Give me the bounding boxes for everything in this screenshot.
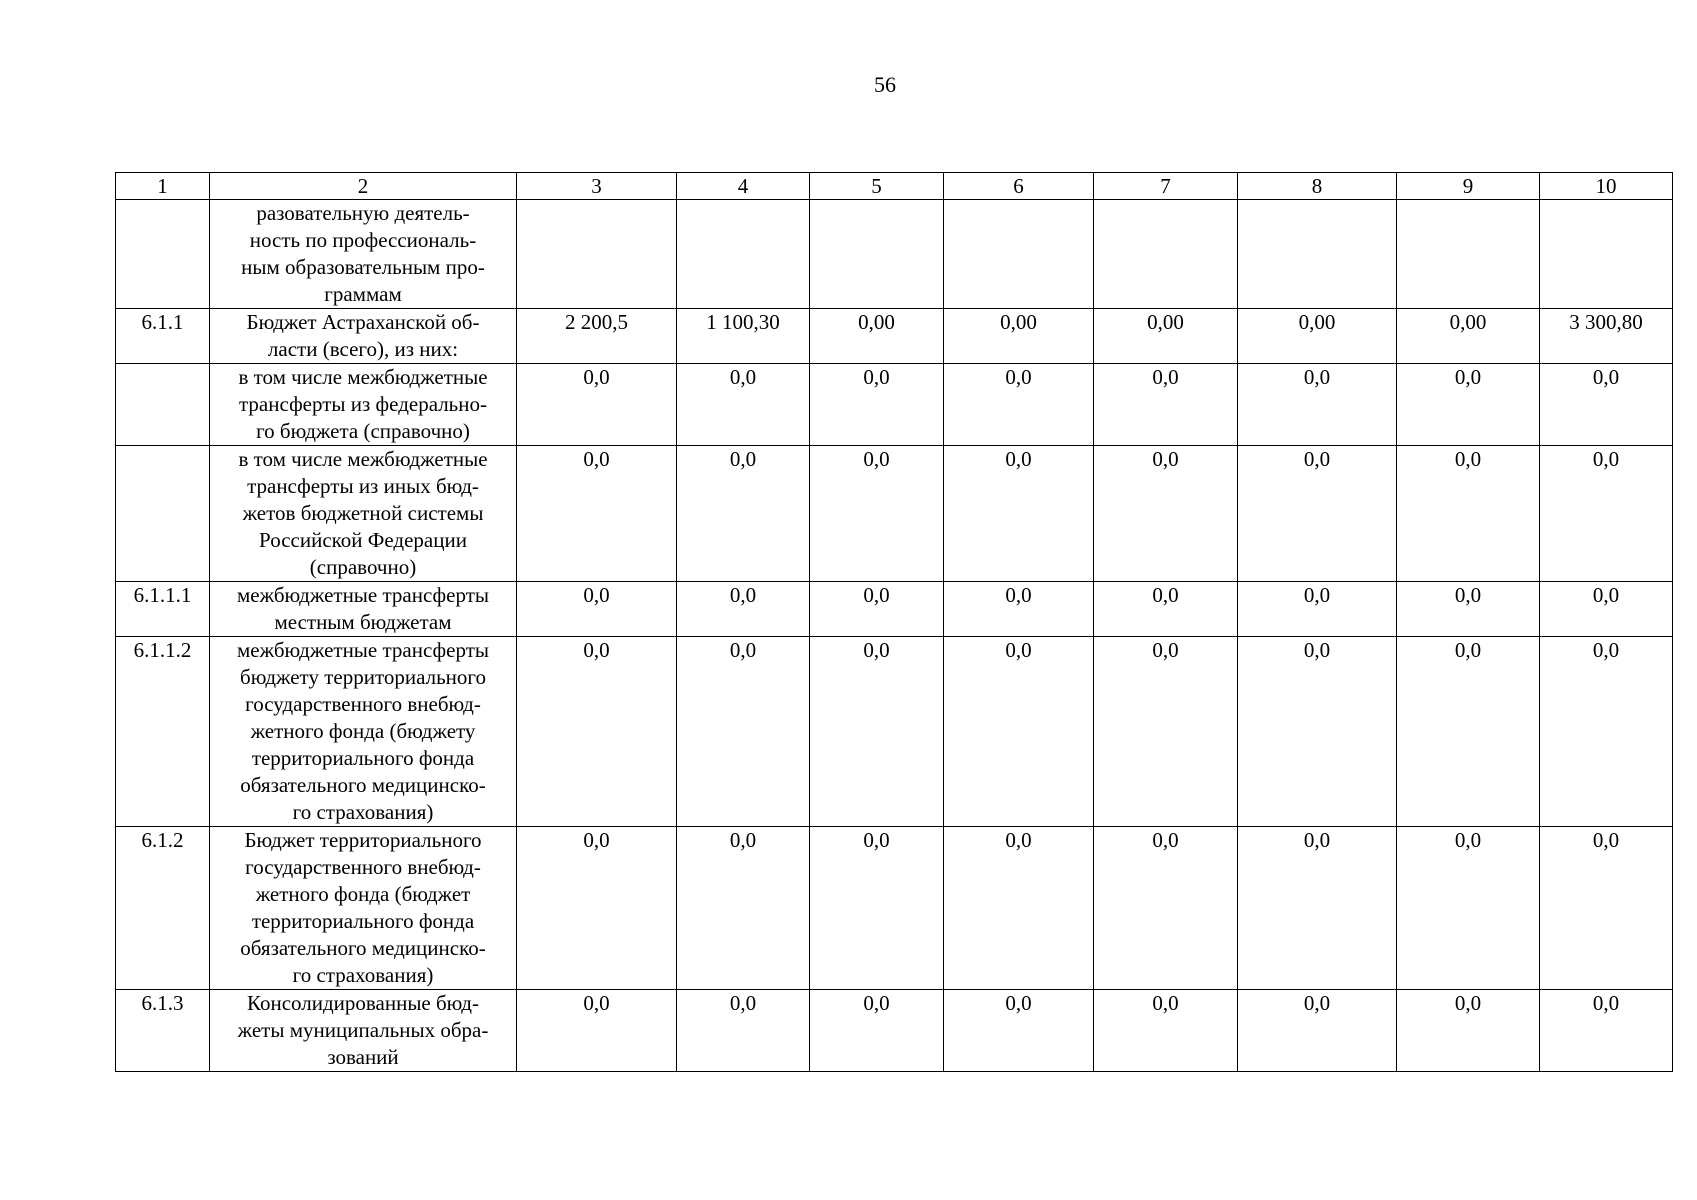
column-header: 4: [677, 173, 810, 200]
value-cell: 0,0: [517, 446, 677, 582]
value-cell: 0,0: [1238, 827, 1397, 990]
value-cell: 0,0: [677, 582, 810, 637]
row-code: 6.1.1: [116, 309, 210, 364]
description-line: государственного внебюд-: [245, 692, 481, 716]
value-cell: [677, 200, 810, 309]
table-row: [116, 364, 1673, 446]
description-line: ным образовательным про-: [241, 255, 485, 279]
value-cell: 0,0: [810, 637, 944, 827]
row-code: 6.1.1.1: [116, 582, 210, 637]
value-cell: 0,0: [677, 446, 810, 582]
value-cell: 0,0: [1540, 364, 1673, 446]
description-line: обязательного медицинско-: [240, 936, 486, 960]
value-cell: 0,0: [1397, 827, 1540, 990]
value-cell: 0,00: [810, 309, 944, 364]
table-row: [116, 990, 1673, 1072]
value-cell: 0,00: [1397, 309, 1540, 364]
row-description: [210, 637, 517, 827]
row-description: [210, 990, 517, 1072]
budget-table: [115, 172, 1673, 1072]
table-row: [116, 827, 1673, 990]
value-cell: 0,0: [1238, 446, 1397, 582]
row-description: [210, 309, 517, 364]
value-cell: 0,0: [1540, 990, 1673, 1072]
value-cell: 0,0: [1094, 446, 1238, 582]
column-header: 6: [944, 173, 1094, 200]
value-cell: 0,0: [1397, 364, 1540, 446]
table-row: [116, 582, 1673, 637]
description-line: жетного фонда (бюджет: [255, 882, 471, 906]
value-cell: 0,0: [810, 582, 944, 637]
value-cell: 0,0: [944, 582, 1094, 637]
row-code: 6.1.1.2: [116, 637, 210, 827]
value-cell: 0,0: [517, 990, 677, 1072]
value-cell: 0,0: [944, 364, 1094, 446]
table-body: [116, 200, 1673, 1072]
description-line: ность по профессиональ-: [249, 228, 477, 252]
value-cell: 0,0: [1094, 827, 1238, 990]
row-description: [210, 582, 517, 637]
value-cell: 0,00: [944, 309, 1094, 364]
description-line: межбюджетные трансферты: [237, 638, 489, 662]
column-header: 1: [116, 173, 210, 200]
description-line: Бюджет территориального: [244, 828, 482, 852]
value-cell: [517, 200, 677, 309]
description-line: жетов бюджетной системы: [242, 501, 484, 525]
description-line: го страхования): [292, 800, 434, 824]
value-cell: 0,0: [944, 446, 1094, 582]
description-line: разовательную деятель-: [256, 201, 470, 225]
value-cell: 0,0: [677, 364, 810, 446]
value-cell: 0,0: [677, 827, 810, 990]
description-line: го страхования): [292, 963, 434, 987]
value-cell: 0,0: [1540, 637, 1673, 827]
value-cell: 0,0: [1397, 637, 1540, 827]
description-line: трансферты из иных бюд-: [247, 474, 479, 498]
description-line: го бюджета (справочно): [256, 419, 470, 443]
description-line: в том числе межбюджетные: [238, 365, 488, 389]
description-line: Бюджет Астраханской об-: [246, 310, 480, 334]
value-cell: 0,0: [1397, 990, 1540, 1072]
value-cell: 2 200,5: [517, 309, 677, 364]
value-cell: [1397, 200, 1540, 309]
description-line: территориального фонда: [251, 909, 475, 933]
value-cell: 0,0: [810, 364, 944, 446]
value-cell: 0,0: [1540, 582, 1673, 637]
value-cell: 0,0: [1094, 364, 1238, 446]
value-cell: 0,0: [1397, 582, 1540, 637]
row-code: [116, 364, 210, 446]
value-cell: 0,0: [677, 637, 810, 827]
table-row: [116, 637, 1673, 827]
value-cell: 0,0: [1094, 582, 1238, 637]
row-code: [116, 200, 210, 309]
page-number: 56: [874, 72, 896, 97]
description-line: граммам: [324, 282, 402, 306]
value-cell: 0,0: [1540, 827, 1673, 990]
description-line: в том числе межбюджетные: [238, 447, 488, 471]
value-cell: 0,0: [1238, 637, 1397, 827]
value-cell: 0,0: [1540, 446, 1673, 582]
description-line: Российской Федерации: [259, 528, 467, 552]
value-cell: 0,0: [1397, 446, 1540, 582]
table-row: [116, 309, 1673, 364]
description-line: обязательного медицинско-: [240, 773, 486, 797]
row-description: [210, 200, 517, 309]
table-row: [116, 446, 1673, 582]
value-cell: 0,0: [1238, 990, 1397, 1072]
value-cell: 0,0: [677, 990, 810, 1072]
value-cell: 0,0: [1094, 990, 1238, 1072]
value-cell: 0,0: [810, 990, 944, 1072]
row-code: 6.1.2: [116, 827, 210, 990]
column-header: 8: [1238, 173, 1397, 200]
value-cell: 0,0: [517, 364, 677, 446]
row-code: 6.1.3: [116, 990, 210, 1072]
value-cell: 0,0: [1238, 582, 1397, 637]
value-cell: 0,0: [944, 827, 1094, 990]
value-cell: 0,0: [810, 446, 944, 582]
description-line: трансферты из федерально-: [239, 392, 487, 416]
value-cell: 0,0: [517, 827, 677, 990]
value-cell: [944, 200, 1094, 309]
value-cell: 0,0: [810, 827, 944, 990]
description-line: межбюджетные трансферты: [237, 583, 489, 607]
column-header: 7: [1094, 173, 1238, 200]
description-line: Консолидированные бюд-: [247, 991, 479, 1015]
column-header: 9: [1397, 173, 1540, 200]
value-cell: 0,0: [517, 637, 677, 827]
value-cell: 0,00: [1238, 309, 1397, 364]
description-line: (справочно): [309, 555, 417, 579]
description-line: зований: [327, 1045, 399, 1069]
description-line: территориального фонда: [251, 746, 475, 770]
column-header: 5: [810, 173, 944, 200]
description-line: бюджету территориального: [240, 665, 486, 689]
description-line: государственного внебюд-: [245, 855, 481, 879]
description-line: ласти (всего), из них:: [267, 337, 459, 361]
column-header: 2: [210, 173, 517, 200]
value-cell: 0,00: [1094, 309, 1238, 364]
value-cell: [810, 200, 944, 309]
row-description: [210, 364, 517, 446]
row-description: [210, 827, 517, 990]
value-cell: [1094, 200, 1238, 309]
table-row: [116, 200, 1673, 309]
value-cell: 0,0: [1238, 364, 1397, 446]
value-cell: [1238, 200, 1397, 309]
row-code: [116, 446, 210, 582]
value-cell: 0,0: [944, 637, 1094, 827]
column-header: 10: [1540, 173, 1673, 200]
header-row: [116, 173, 1673, 200]
column-header: 3: [517, 173, 677, 200]
value-cell: 0,0: [1094, 637, 1238, 827]
description-line: местным бюджетам: [274, 610, 452, 634]
value-cell: [1540, 200, 1673, 309]
value-cell: 3 300,80: [1540, 309, 1673, 364]
value-cell: 1 100,30: [677, 309, 810, 364]
row-description: [210, 446, 517, 582]
value-cell: 0,0: [517, 582, 677, 637]
description-line: жетного фонда (бюджету: [250, 719, 476, 743]
value-cell: 0,0: [944, 990, 1094, 1072]
description-line: жеты муниципальных обра-: [237, 1018, 489, 1042]
